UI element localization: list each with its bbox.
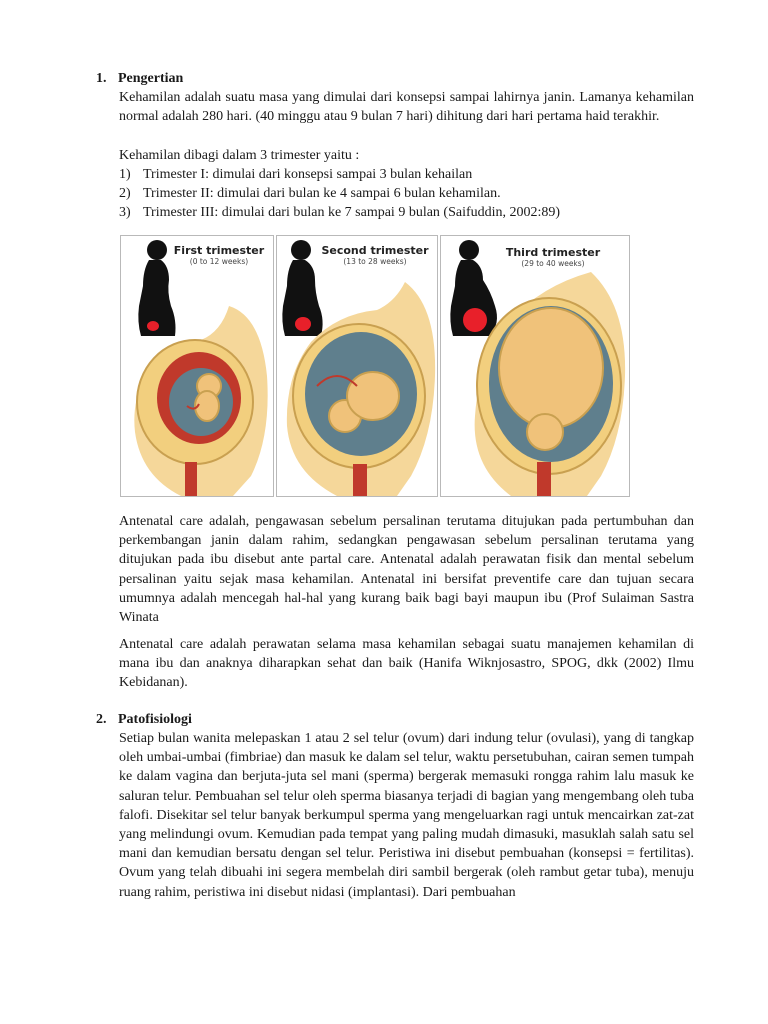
panel-title: Third trimester (505, 246, 601, 259)
uterus-illustration (475, 272, 625, 496)
section-title: Pengertian (118, 71, 184, 86)
list-number: 1) (119, 167, 131, 182)
panel-title: First trimester (173, 244, 265, 257)
section-heading-pengertian (96, 69, 183, 88)
trimester-list (119, 165, 694, 223)
list-text: Trimester I: dimulai dari konsepsi sampai 3 bulan kehailan (143, 167, 473, 182)
panel-subtitle: (0 to 12 weeks) (189, 257, 249, 266)
list-number: 2) (119, 186, 131, 202)
figure-panel-first-trimester (120, 235, 274, 497)
woman-silhouette-icon (138, 240, 175, 336)
list-text: Trimester II: dimulai dari bulan ke 4 sampai 6 bulan kehamilan. (143, 186, 501, 202)
figure-panel-second-trimester (276, 235, 438, 497)
figure-panel-third-trimester (440, 235, 630, 497)
list-item (119, 203, 694, 222)
woman-silhouette-icon (282, 240, 322, 336)
patofisiologi-paragraph: Setiap bulan wanita melepaskan 1 atau 2 sel telur (ovum) dari indung telur (ovulasi), yang di tangkap oleh umbai-umbai (fimbriae) dan masuk ke dalam sel telur, waktu persetubuhan, cairan semen tumpah ke dalam vagina dan berjuta-juta sel mani (sperma) bergerak memasuki rongga rahim lalu masuk ke saluran telur. Pembuahan sel telur oleh sperma biasanya terjadi di bagian yang mengembang oleh tuba falofi. Disekitar sel telur banyak berkumpul sperma yang mengeluarkan ragi untuk mencairkan zat-zat yang melindungi ovum. Kemudian pada tempat yang paling mudah dimasuki, masuklah salah satu sel mani dan kemudian bersatu dengan sel telur. Peristiwa ini disebut pembuahan (konsepsi = fertilitas). Ovum yang telah dibuahi ini segera membelah diri sambil bergerak (oleh rambut getar tuba), menuju ruang rahim, peristiwa ini disebut nidasi (implantasi). Dari pembuahan (119, 731, 694, 900)
trimester-intro: Kehamilan dibagi dalam 3 trimester yaitu : (119, 148, 360, 163)
list-number: 3) (119, 205, 131, 221)
section-heading-patofisiologi (96, 710, 192, 729)
panel-title: Second trimester (321, 244, 429, 257)
list-item (119, 165, 694, 184)
woman-silhouette-icon (450, 240, 497, 336)
section-number: 1. (96, 71, 107, 86)
trimester-figure (120, 235, 630, 497)
antenatal-paragraph-2: Antenatal care adalah perawatan selama masa kehamilan sebagai suatu manajemen kehamilan di mana ibu dan anaknya diharapkan sehat dan baik (Hanifa Wiknjosastro, SPOG, dkk (2002) Ilmu Kebidanan). (119, 637, 694, 691)
list-text: Trimester III: dimulai dari bulan ke 7 sampai 9 bulan (Saifuddin, 2002:89) (143, 205, 561, 221)
panel-subtitle: (29 to 40 weeks) (521, 259, 585, 268)
section-number: 2. (96, 712, 107, 727)
list-item (119, 184, 694, 203)
panel-subtitle: (13 to 28 weeks) (343, 257, 407, 266)
antenatal-paragraph-1: Antenatal care adalah, pengawasan sebelum persalinan terutama ditujukan pada pertumbuhan dan perkembangan janin dalam rahim, sedangkan pengawasan sebelum persalinan terutama yang ditujukan pada ibu disebut ante partal care. Antenatal adalah perawatan fisik dan mental sebelum persalinan yaitu sejak masa kehamilan. Antenatal ini bersifat preventife care dan tujuan secara umumnya adalah mencegah hal-hal yang kurang baik bagi bayi maupun ibu (Prof Sulaiman Sastra Winata (119, 514, 694, 626)
pengertian-intro-paragraph: Kehamilan adalah suatu masa yang dimulai dari konsepsi sampai lahirnya janin. Lamanya kehamilan normal adalah 280 hari. (40 minggu atau 9 bulan 7 hari) dihitung dari hari pertama haid terakhir. (119, 90, 694, 125)
section-title: Patofisiologi (118, 712, 192, 727)
